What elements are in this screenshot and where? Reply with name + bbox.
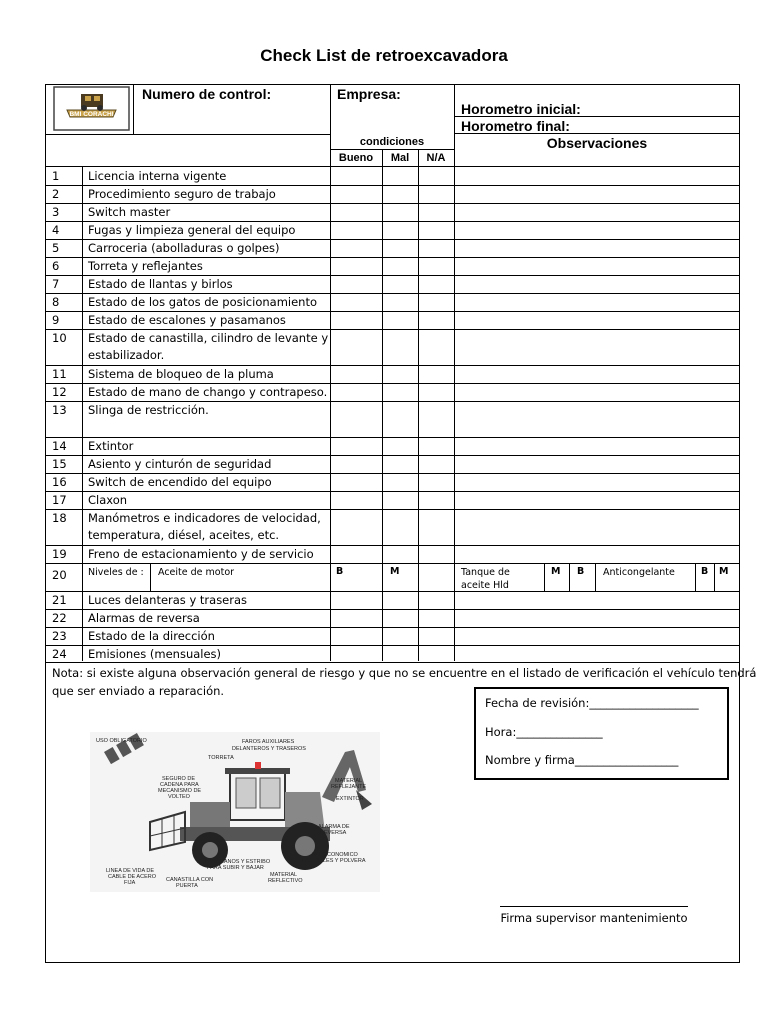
item-number: 3 xyxy=(52,205,60,219)
item-label: Claxon xyxy=(88,493,128,507)
svg-text:REFLECTIVO: REFLECTIVO xyxy=(268,878,303,884)
item-number: 20 xyxy=(52,568,67,582)
svg-text:LATERALES Y POLVERA: LATERALES Y POLVERA xyxy=(302,858,366,864)
item-number: 4 xyxy=(52,223,60,237)
item-label: Emisiones (mensuales) xyxy=(88,647,222,661)
item-label-continued: temperatura, diésel, aceites, etc. xyxy=(88,528,280,542)
aceite-m-label: M xyxy=(390,566,400,577)
observaciones-header: Observaciones xyxy=(546,135,648,151)
note-line-2: que ser enviado a reparación. xyxy=(52,684,225,698)
supervisor-signature-label: Firma supervisor mantenimiento xyxy=(500,911,688,925)
svg-text:LINEA DE VIDA DE: LINEA DE VIDA DE xyxy=(106,868,154,874)
svg-text:MECANISMO DE: MECANISMO DE xyxy=(158,788,202,794)
item-label: Torreta y reflejantes xyxy=(88,259,203,273)
item-number: 15 xyxy=(52,457,67,471)
item-label: Switch master xyxy=(88,205,171,219)
item-label: Switch de encendido del equipo xyxy=(88,475,272,489)
item-number: 22 xyxy=(52,611,67,625)
document-title: Check List de retroexcavadora xyxy=(260,46,508,65)
item-label: Estado de la dirección xyxy=(88,629,215,643)
niveles-label: Niveles de : xyxy=(88,567,144,578)
item-label-continued: estabilizador. xyxy=(88,348,165,362)
svg-text:NO. ECONOMICO: NO. ECONOMICO xyxy=(312,852,358,858)
svg-text:PASAMANOS Y ESTRIBO: PASAMANOS Y ESTRIBO xyxy=(205,859,271,865)
fecha-revision-field[interactable]: Fecha de revisión:___________________ xyxy=(485,696,699,710)
svg-text:BMI CORACHI: BMI CORACHI xyxy=(69,111,114,118)
tanque-m-label: M xyxy=(551,566,561,577)
item-number: 18 xyxy=(52,511,67,525)
item-label: Extintor xyxy=(88,439,134,453)
item-label: Estado de mano de chango y contrapeso. xyxy=(88,385,328,399)
item-number: 11 xyxy=(52,367,67,381)
item-number: 2 xyxy=(52,187,60,201)
svg-text:EXTINTOR: EXTINTOR xyxy=(336,796,364,802)
item-label: Procedimiento seguro de trabajo xyxy=(88,187,276,201)
item-number: 5 xyxy=(52,241,60,255)
item-number: 12 xyxy=(52,385,67,399)
item-label: Estado de los gatos de posicionamiento xyxy=(88,295,318,309)
supervisor-signature-line[interactable] xyxy=(500,906,688,907)
item-label: Carroceria (abolladuras o golpes) xyxy=(88,241,280,255)
note-line-1: Nota: si existe alguna observación general de riesgo y que no se encuentre en el listado de verificación el vehículo tendrá xyxy=(52,666,757,680)
bueno-header: Bueno xyxy=(338,152,374,164)
svg-text:TORRETA: TORRETA xyxy=(208,755,234,761)
item-label: Luces delanteras y traseras xyxy=(88,593,248,607)
item-label: Estado de escalones y pasamanos xyxy=(88,313,286,327)
item-number: 23 xyxy=(52,629,67,643)
tanque-label: Tanque de xyxy=(461,567,510,578)
svg-text:MATERIAL: MATERIAL xyxy=(335,778,363,784)
svg-text:CANASTILLA CON: CANASTILLA CON xyxy=(166,877,214,883)
svg-text:FIJA: FIJA xyxy=(124,880,136,886)
svg-text:MATERIAL: MATERIAL xyxy=(270,872,298,878)
item-number: 13 xyxy=(52,403,67,417)
svg-text:FAROS AUXILIARES: FAROS AUXILIARES xyxy=(242,739,295,745)
svg-text:REFLEJANTE: REFLEJANTE xyxy=(331,784,367,790)
svg-text:REVERSA: REVERSA xyxy=(320,830,347,836)
item-number: 16 xyxy=(52,475,67,489)
svg-text:DELANTEROS Y TRASEROS: DELANTEROS Y TRASEROS xyxy=(232,746,306,752)
backhoe-safety-illustration xyxy=(90,732,380,892)
item-number: 7 xyxy=(52,277,60,291)
company-logo xyxy=(53,86,130,131)
item-number: 21 xyxy=(52,593,67,607)
item-number: 1 xyxy=(52,169,60,183)
svg-text:CADENA PARA: CADENA PARA xyxy=(160,782,199,788)
svg-text:PARA SUBIR Y BAJAR: PARA SUBIR Y BAJAR xyxy=(207,865,264,871)
aceite-b-label: B xyxy=(336,566,344,577)
svg-text:PUERTA: PUERTA xyxy=(176,883,198,889)
control-number-label: Numero de control: xyxy=(142,86,272,102)
item-label: Alarmas de reversa xyxy=(88,611,200,625)
anticongelante-m-label: M xyxy=(719,566,729,577)
svg-text:SEGURO DE: SEGURO DE xyxy=(162,776,196,782)
item-label: Estado de llantas y birlos xyxy=(88,277,233,291)
item-label: Asiento y cinturón de seguridad xyxy=(88,457,272,471)
anticongelante-label: Anticongelante xyxy=(603,567,675,578)
na-header: N/A xyxy=(426,152,446,164)
item-number: 6 xyxy=(52,259,60,273)
item-label: Slinga de restricción. xyxy=(88,403,209,417)
item-number: 8 xyxy=(52,295,60,309)
tanque-label-continued: aceite Hld xyxy=(461,580,509,591)
item-number: 24 xyxy=(52,647,67,661)
svg-text:CABLE DE ACERO: CABLE DE ACERO xyxy=(108,874,156,880)
item-number: 14 xyxy=(52,439,67,453)
horometro-final-label: Horometro final: xyxy=(461,118,570,134)
item-number: 19 xyxy=(52,547,67,561)
item-label: Estado de canastilla, cilindro de levante y xyxy=(88,331,329,345)
item-label: Licencia interna vigente xyxy=(88,169,227,183)
svg-text:VOLTEO: VOLTEO xyxy=(168,794,190,800)
item-label: Manómetros e indicadores de velocidad, xyxy=(88,511,321,525)
empresa-label: Empresa: xyxy=(337,86,401,102)
anticongelante-b-label: B xyxy=(701,566,709,577)
svg-text:ALARMA DE: ALARMA DE xyxy=(318,824,350,830)
item-number: 17 xyxy=(52,493,67,507)
aceite-motor-label: Aceite de motor xyxy=(158,567,235,578)
condiciones-header: condiciones xyxy=(359,136,425,148)
horometro-inicial-label: Horometro inicial: xyxy=(461,101,581,117)
item-label: Fugas y limpieza general del equipo xyxy=(88,223,296,237)
tanque-b-label: B xyxy=(577,566,585,577)
review-box xyxy=(474,687,729,780)
nombre-firma-field[interactable]: Nombre y firma__________________ xyxy=(485,753,679,767)
svg-text:USO OBLIGATORIO: USO OBLIGATORIO xyxy=(96,738,147,744)
hora-field[interactable]: Hora:_______________ xyxy=(485,725,603,739)
item-number: 10 xyxy=(52,331,67,345)
mal-header: Mal xyxy=(390,152,410,164)
item-label: Sistema de bloqueo de la pluma xyxy=(88,367,274,381)
item-label: Freno de estacionamiento y de servicio xyxy=(88,547,314,561)
item-number: 9 xyxy=(52,313,60,327)
